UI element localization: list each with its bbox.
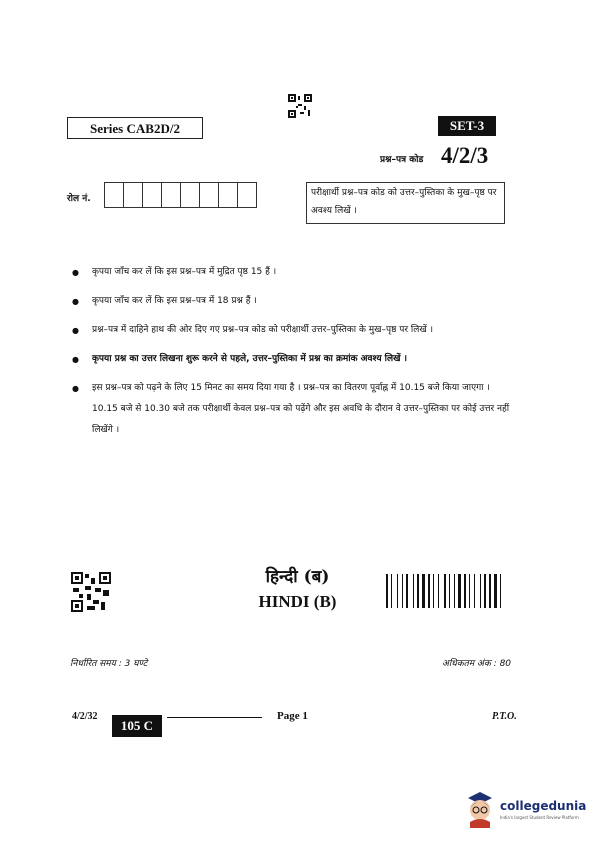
qr-code-top	[288, 94, 312, 118]
subject-title-hindi: हिन्दी (ब)	[265, 567, 330, 587]
barcode-bar	[474, 574, 475, 608]
barcode-bar	[433, 574, 434, 608]
paper-code-label: प्रश्न–पत्र कोड	[380, 155, 424, 165]
barcode-bar	[402, 574, 403, 608]
instruction-item: ● कृपया प्रश्न का उत्तर लिखना शुरू करने से पहले, उत्तर–पुस्तिका में प्रश्न का क्रमांक अवश्य लिखें ।	[72, 349, 512, 370]
pto-label: P.T.O.	[492, 711, 517, 722]
collegedunia-logo-icon	[462, 788, 498, 828]
instruction-item: ● इस प्रश्न–पत्र को पढ़ने के लिए 15 मिनट का समय दिया गया है । प्रश्न–पत्र का वितरण पूर्वाह्न में 10.15 बजे किया जाएगा । 10.15 बजे से 10.30 बजे तक परीक्षार्थी केवल प्रश्न–पत्र को पढ़ेंगे और इस अवधि के दौरान वे उत्तर–पुस्तिका पर कोई उत्तर नहीं लिखेंगे ।	[72, 378, 512, 441]
barcode-bar	[391, 574, 392, 608]
roll-digit-box	[161, 182, 181, 208]
roll-digit-box	[142, 182, 162, 208]
instruction-item: ● प्रश्न–पत्र में दाहिने हाथ की ओर दिए गए प्रश्न–पत्र कोड को परीक्षार्थी उत्तर–पुस्तिका के मुख–पृष्ठ पर लिखें ।	[72, 320, 512, 341]
barcode-bar	[494, 574, 497, 608]
roll-digit-box	[180, 182, 200, 208]
set-badge: SET-3	[438, 116, 496, 136]
paper-code: 4/2/3	[441, 143, 489, 168]
barcode-bar	[449, 574, 450, 608]
barcode-bar	[484, 574, 486, 608]
barcode-bar	[444, 574, 446, 608]
footer-rule	[167, 717, 262, 718]
barcode-bar	[406, 574, 408, 608]
footer-code: 4/2/32	[72, 711, 98, 722]
page-number: Page 1	[277, 710, 308, 722]
maximum-marks: अधिकतम अंक : 80	[442, 659, 512, 669]
barcode-bar	[454, 574, 455, 608]
barcode	[386, 574, 526, 608]
barcode-bar	[397, 574, 398, 608]
subject-title-english: HINDI (B)	[258, 592, 337, 611]
barcode-bar	[500, 574, 501, 608]
series-label: Series CAB2D/2	[67, 117, 203, 139]
instructions-list	[72, 262, 512, 449]
footer-box-code: 105 C	[112, 715, 162, 737]
roll-number-boxes	[105, 182, 257, 208]
roll-digit-box	[218, 182, 238, 208]
barcode-bar	[464, 574, 466, 608]
watermark-brand: collegedunia	[500, 799, 587, 813]
code-instruction-box: परीक्षार्थी प्रश्न–पत्र कोड को उत्तर–पुस्तिका के मुख–पृष्ठ पर अवश्य लिखें ।	[306, 182, 505, 224]
barcode-bar	[386, 574, 388, 608]
barcode-bar	[417, 574, 419, 608]
instruction-item: ● कृपया जाँच कर लें कि इस प्रश्न–पत्र में मुद्रित पृष्ठ 15 हैं ।	[72, 262, 512, 283]
instruction-item: ● कृपया जाँच कर लें कि इस प्रश्न–पत्र में 18 प्रश्न हैं ।	[72, 291, 512, 312]
barcode-bar	[489, 574, 491, 608]
watermark-tagline: India's largest Student Review Platform	[500, 815, 579, 820]
roll-digit-box	[123, 182, 143, 208]
time-allowed: निर्धारित समय : 3 घण्टे	[70, 659, 148, 669]
roll-digit-box	[104, 182, 124, 208]
barcode-bar	[422, 574, 425, 608]
barcode-bar	[428, 574, 430, 608]
roll-digit-box	[237, 182, 257, 208]
roll-digit-box	[199, 182, 219, 208]
roll-number-label: रोल नं.	[67, 194, 91, 204]
barcode-bar	[413, 574, 414, 608]
barcode-bar	[480, 574, 481, 608]
barcode-bar	[438, 574, 439, 608]
barcode-bar	[458, 574, 461, 608]
barcode-bar	[469, 574, 470, 608]
